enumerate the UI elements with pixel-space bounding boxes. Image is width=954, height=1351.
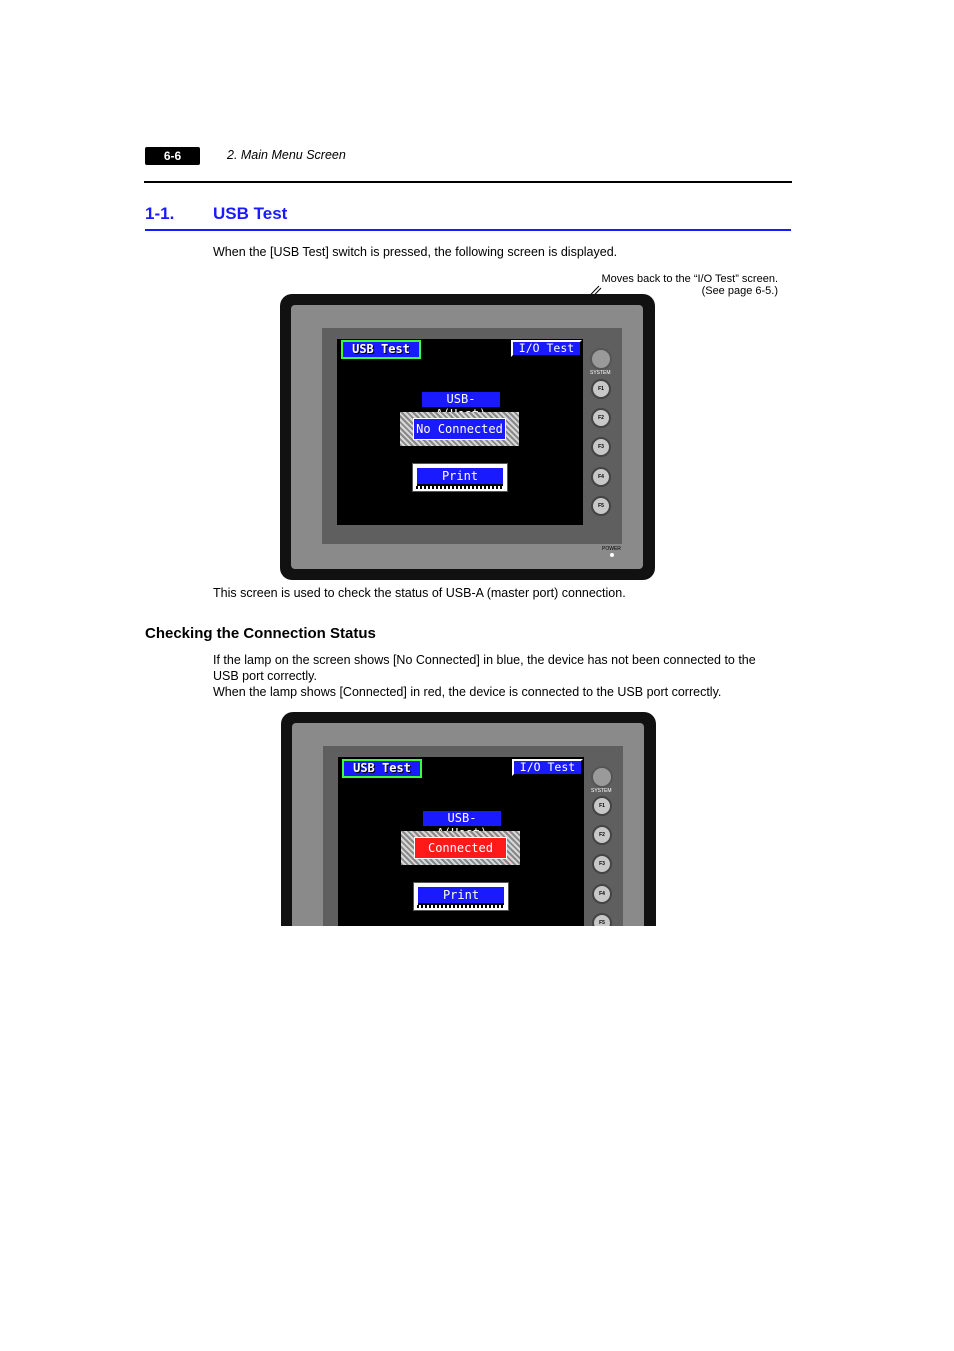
- power-led: [610, 553, 614, 557]
- explanation-paragraph: [213, 652, 793, 700]
- hmi-device-1: [280, 294, 655, 580]
- section-reference: 2. Main Menu Screen: [227, 148, 346, 162]
- f3-key[interactable]: F3: [591, 437, 611, 457]
- f4-key[interactable]: F4: [591, 467, 611, 487]
- usb-test-title: USB Test: [341, 340, 421, 359]
- print-button-hatch: [417, 905, 505, 908]
- print-button[interactable]: [413, 882, 509, 911]
- connection-lamp: No Connected: [413, 418, 506, 440]
- power-label: POWER: [602, 546, 621, 552]
- print-button[interactable]: [412, 463, 508, 492]
- system-key[interactable]: [591, 766, 613, 788]
- callout-line-2: (See page 6-5.): [701, 285, 778, 297]
- paragraph-line-2: USB port correctly.: [213, 669, 317, 683]
- hmi-device-2-crop: [281, 712, 656, 926]
- f3-key[interactable]: F3: [592, 854, 612, 874]
- print-button-hatch: [416, 486, 504, 489]
- page-number-badge: 6-6: [145, 147, 200, 165]
- lamp-frame: [400, 412, 519, 446]
- heading-underline: [145, 229, 791, 231]
- paragraph-line-1: If the lamp on the screen shows [No Connected] in blue, the device has not been connected to the: [213, 653, 756, 667]
- lamp-frame: [401, 831, 520, 865]
- hmi-device-2: [281, 712, 656, 926]
- f5-key[interactable]: F5: [592, 913, 612, 926]
- print-button-label: Print: [417, 468, 503, 487]
- system-key-label: SYSTEM: [590, 370, 611, 376]
- io-test-button[interactable]: I/O Test: [511, 340, 582, 357]
- subheading: Checking the Connection Status: [145, 625, 376, 642]
- f2-key[interactable]: F2: [592, 825, 612, 845]
- heading-title: USB Test: [213, 204, 288, 223]
- usb-host-label: USB-: [423, 811, 501, 826]
- usb-host-label: USB-: [422, 392, 500, 407]
- io-test-button[interactable]: I/O Test: [512, 759, 583, 776]
- heading-number: 1-1.: [145, 204, 175, 223]
- header-divider: [144, 181, 792, 183]
- system-key-label: SYSTEM: [591, 788, 612, 794]
- system-key[interactable]: [590, 348, 612, 370]
- f2-key[interactable]: F2: [591, 408, 611, 428]
- connection-lamp: Connected: [414, 837, 507, 859]
- f1-key[interactable]: F1: [591, 379, 611, 399]
- callout-line-1: Moves back to the “I/O Test” screen.: [601, 273, 778, 285]
- hmi-screen: [338, 757, 584, 926]
- caption-text: This screen is used to check the status of USB-A (master port) connection.: [213, 586, 626, 600]
- intro-text: When the [USB Test] switch is pressed, the following screen is displayed.: [213, 245, 618, 259]
- f5-key[interactable]: F5: [591, 496, 611, 516]
- f1-key[interactable]: F1: [592, 796, 612, 816]
- hmi-screen: [337, 339, 583, 525]
- usb-test-title: USB Test: [342, 759, 422, 778]
- paragraph-line-3: When the lamp shows [Connected] in red, the device is connected to the USB port correctly.: [213, 685, 722, 699]
- f4-key[interactable]: F4: [592, 884, 612, 904]
- print-button-label: Print: [418, 887, 504, 906]
